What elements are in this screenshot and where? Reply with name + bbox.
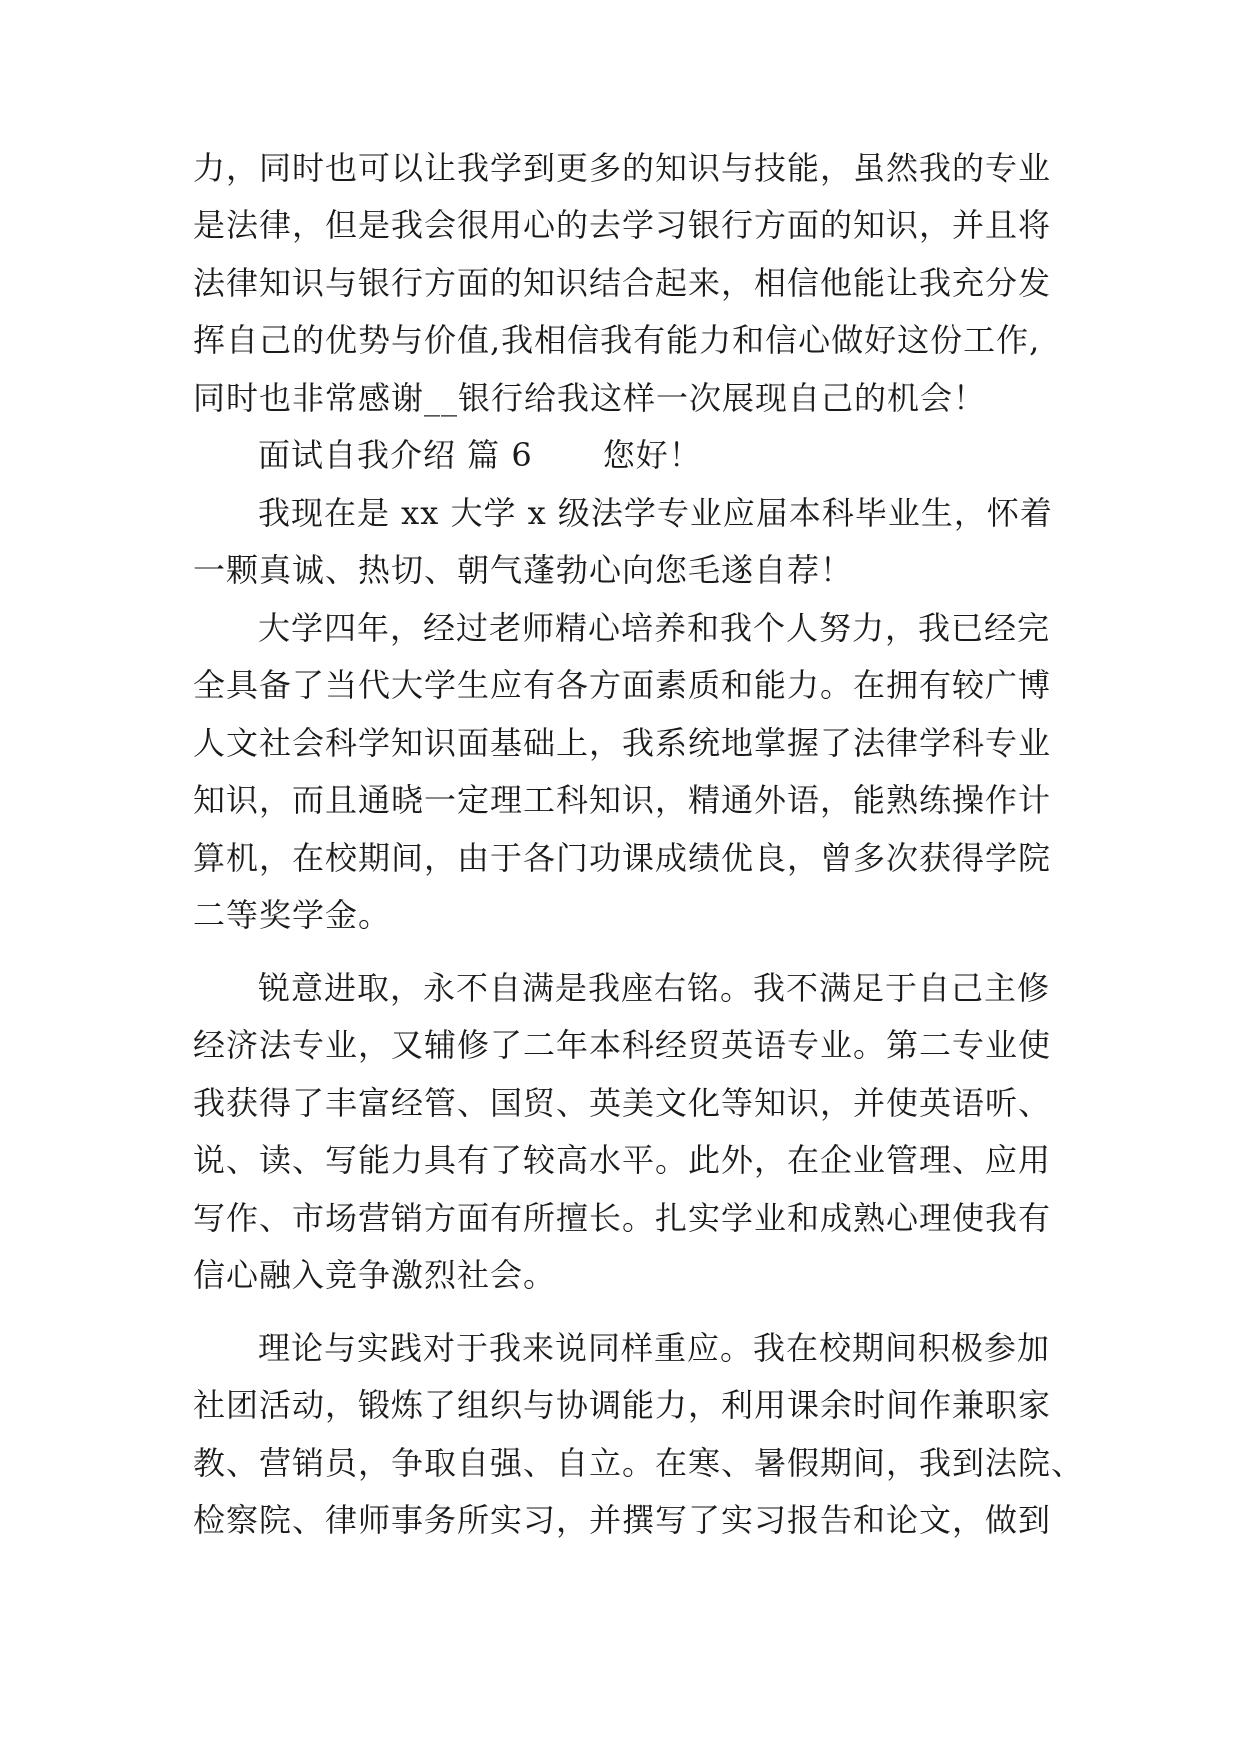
text-line: 力，同时也可以让我学到更多的知识与技能，虽然我的专业: [193, 149, 1052, 187]
text-line: 说、读、写能力具有了较高水平。此外，在企业管理、应用: [193, 1141, 1052, 1179]
text-line: 社团活动，锻炼了组织与协调能力，利用课余时间作兼职家: [193, 1386, 1052, 1424]
paragraph-start: 我现在是 xx 大学 x 级法学专业应届本科毕业生，怀着: [258, 494, 1053, 532]
section-heading: 面试自我介绍 篇 6: [258, 436, 533, 474]
text-line: 挥自己的优势与价值,我相信我有能力和信心做好这份工作,: [193, 321, 1041, 359]
text-line: 全具备了当代大学生应有各方面素质和能力。在拥有较广博: [193, 666, 1052, 704]
section-heading-line: [258, 435, 702, 475]
text-line: 经济法专业，又辅修了二年本科经贸英语专业。第二专业使: [193, 1026, 1052, 1064]
text-line: 教、营销员，争取自强、自立。在寒、暑假期间，我到法院、: [193, 1444, 1085, 1482]
paragraph-start: 理论与实践对于我来说同样重应。我在校期间积极参加: [258, 1329, 1051, 1367]
paragraph-start: 锐意进取，永不自满是我座右铭。我不满足于自己主修: [258, 969, 1051, 1007]
paragraph-start: 大学四年，经过老师精心培养和我个人努力，我已经完: [258, 609, 1051, 647]
text-line: 二等奖学金。: [193, 896, 392, 934]
text-line: 我获得了丰富经管、国贸、英美文化等知识，并使英语听、: [193, 1084, 1052, 1122]
text-line: 知识，而且通晓一定理工科知识，精通外语，能熟练操作计: [193, 781, 1052, 819]
greeting: 您好！: [602, 436, 702, 474]
text-line: 写作、市场营销方面有所擅长。扎实学业和成熟心理使我有: [193, 1199, 1052, 1237]
text-line: 法律知识与银行方面的知识结合起来，相信他能让我充分发: [193, 264, 1052, 302]
text-line: 人文社会科学知识面基础上，我系统地掌握了法律学科专业: [193, 724, 1052, 762]
text-line: 同时也非常感谢__银行给我这样一次展现自己的机会！: [193, 379, 987, 417]
text-line: 是法律，但是我会很用心的去学习银行方面的知识，并且将: [193, 206, 1052, 244]
text-line: 算机，在校期间，由于各门功课成绩优良，曾多次获得学院: [193, 839, 1052, 877]
text-line: 检察院、律师事务所实习，并撰写了实习报告和论文，做到: [193, 1501, 1052, 1539]
text-line: 信心融入竞争激烈社会。: [193, 1256, 557, 1294]
text-line: 一颗真诚、热切、朝气蓬勃心向您毛遂自荐！: [193, 551, 854, 589]
